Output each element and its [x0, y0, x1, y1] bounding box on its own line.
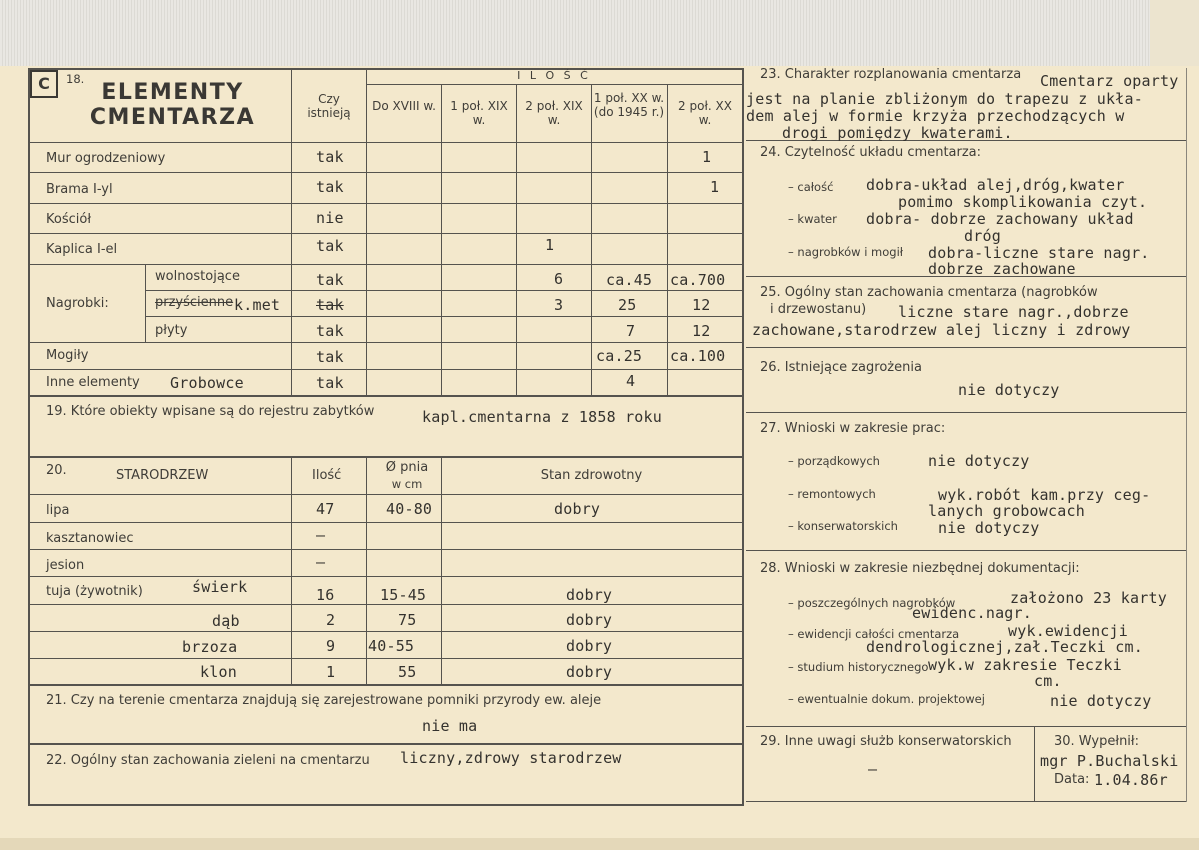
q30-name: mgr P.Buchalski	[1040, 752, 1179, 770]
q28-e-2: dendrologicznej,zał.Teczki cm.	[866, 638, 1143, 656]
col-header-ilosc: I L O Ś Ć	[517, 69, 591, 82]
row-przyscienne-v4: 25	[618, 296, 637, 314]
tree-lipa-dia: 40-80	[386, 500, 433, 518]
binding-strip-end	[1150, 0, 1199, 66]
row-przyscienne-v3: 3	[554, 296, 564, 314]
tree-swierk-qty: 16	[316, 586, 335, 604]
row-label-inne: Inne elementy	[46, 375, 140, 390]
col-header-xviii: Do XVIII w.	[372, 99, 436, 113]
q28-s-2: cm.	[1034, 672, 1062, 690]
q28-w-label: – ewentualnie dokum. projektowej	[788, 692, 985, 706]
q23-label: 23. Charakter rozplanowania cmentarza	[760, 67, 1022, 82]
q26-label: 26. Istniejące zagrożenia	[760, 360, 922, 375]
row-brama-v5: 1	[710, 178, 720, 196]
row-inne-v4: 4	[626, 372, 636, 390]
tree-label-kasztanowiec: kasztanowiec	[46, 531, 134, 546]
row-inne-exists: tak	[316, 374, 344, 392]
binding-strip	[0, 0, 1199, 66]
q24-nagr-1: dobra-liczne stare nagr.	[928, 244, 1150, 262]
row-wolnostojace-exists: tak	[316, 271, 344, 289]
q22-answer: liczny,zdrowy starodrzew	[400, 749, 622, 767]
row-label-przyscienne: przyścienne	[155, 295, 234, 310]
q24-calosc-2: pomimo skomplikowania czyt.	[898, 193, 1148, 211]
tree-dab-extra: dąb	[212, 612, 240, 630]
q28-p-1: założono 23 karty	[1010, 589, 1167, 607]
q25-answer-1: liczne stare nagr.,dobrze	[898, 303, 1129, 321]
q23-line1: Cmentarz oparty	[1040, 72, 1179, 90]
q20-title: STARODRZEW	[116, 468, 209, 483]
q24-nagr-2: dobrze zachowane	[928, 260, 1076, 278]
q29-answer: —	[868, 760, 878, 778]
q25-answer-2: zachowane,starodrzew alej liczny i zdrowy	[752, 321, 1131, 339]
q24-label: 24. Czytelność układu cmentarza:	[760, 145, 982, 160]
tree-dab-qty: 2	[326, 611, 336, 629]
card-bottom-edge	[0, 838, 1199, 850]
row-inne-extra: Grobowce	[170, 374, 244, 392]
q27-label: 27. Wnioski w zakresie prac:	[760, 421, 946, 436]
q24-calosc-label: – całość	[788, 180, 834, 194]
row-kosciol-exists: nie	[316, 209, 344, 227]
q25-label-1: 25. Ogólny stan zachowania cmentarza (nagrobków	[760, 285, 1098, 300]
section-18-number: 18.	[66, 72, 85, 86]
title-line-2: CMENTARZA	[89, 105, 256, 130]
q25-label-2: i drzewostanu)	[770, 302, 867, 317]
tree-klon-qty: 1	[326, 663, 336, 681]
q27-rem-1: wyk.robót kam.przy ceg-	[938, 486, 1151, 504]
row-brama-exists: tak	[316, 178, 344, 196]
row-label-wolnostojace: wolnostojące	[155, 269, 240, 284]
q28-s-label: – studium historycznego	[788, 660, 929, 674]
tree-swierk-extra: świerk	[192, 578, 248, 596]
q28-s-1: wyk.w zakresie Teczki	[928, 656, 1122, 674]
tree-lipa-stan: dobry	[554, 500, 601, 518]
row-przyscienne-exists: tak	[316, 296, 344, 314]
row-plyty-v4: 7	[626, 322, 636, 340]
q29-label: 29. Inne uwagi służb konserwatorskich	[760, 734, 1012, 749]
col-header-exists: Czy istnieją	[307, 92, 351, 120]
tree-label-jesion: jesion	[46, 558, 85, 573]
q27-kons-label: – konserwatorskich	[788, 519, 898, 533]
q30-date: 1.04.86r	[1094, 771, 1168, 789]
row-kaplica-exists: tak	[316, 237, 344, 255]
q27-porz-label: – porządkowych	[788, 454, 880, 468]
q27-porz: nie dotyczy	[928, 452, 1030, 470]
row-label-plyty: płyty	[155, 323, 188, 338]
row-label-brama: Brama I-yl	[46, 182, 113, 197]
row-label-kaplica: Kaplica I-el	[46, 242, 118, 257]
tree-kasztanowiec-qty: –	[316, 526, 326, 544]
q28-w: nie dotyczy	[1050, 692, 1152, 710]
col-header-2-xix: 2 poł. XIX w.	[525, 99, 583, 127]
q19-answer: kapl.cmentarna z 1858 roku	[422, 408, 662, 426]
section-18-title	[60, 80, 285, 130]
q27-kons: nie dotyczy	[938, 519, 1040, 537]
row-przyscienne-extra: k.met	[234, 296, 281, 314]
row-wolnostojace-v4: ca.45	[606, 271, 653, 289]
q21-label: 21. Czy na terenie cmentarza znajdują się zarejestrowane pomniki przyrody ew. aleje	[46, 693, 602, 708]
q20-col-fi: Ø pnia	[385, 460, 429, 475]
q30-date-label: Data:	[1054, 772, 1090, 787]
row-mur-v5: 1	[702, 148, 712, 166]
tree-dab-dia: 75	[398, 611, 417, 629]
tree-brzoza-stan: dobry	[566, 637, 613, 655]
row-plyty-v5: 12	[692, 322, 711, 340]
q24-kwater-2: dróg	[964, 227, 1001, 245]
row-label-mur: Mur ogrodzeniowy	[46, 151, 166, 166]
q28-label: 28. Wnioski w zakresie niezbędnej dokumentacji:	[760, 561, 1080, 576]
tree-jesion-qty: –	[316, 553, 326, 571]
q27-rem-2: lanych grobowcach	[928, 502, 1085, 520]
tree-klon-dia: 55	[398, 663, 417, 681]
q24-nagr-label: – nagrobków i mogił	[788, 245, 904, 259]
q21-answer: nie ma	[422, 717, 478, 735]
tree-klon-stan: dobry	[566, 663, 613, 681]
col-header-1-xix: 1 poł. XIX w.	[450, 99, 508, 127]
tree-dab-stan: dobry	[566, 611, 613, 629]
q23-line4: drogi pomiędzy kwaterami.	[782, 124, 1013, 142]
row-mogily-v4: ca.25	[596, 347, 643, 365]
row-label-mogily: Mogiły	[46, 348, 89, 363]
q20-number: 20.	[46, 463, 67, 478]
q26-answer: nie dotyczy	[958, 381, 1060, 399]
tree-label-tuja: tuja (żywotnik)	[46, 584, 143, 599]
col-header-2-xx: 2 poł. XX w.	[678, 99, 732, 127]
q28-e-1: wyk.ewidencji	[1008, 622, 1128, 640]
tree-label-lipa: lipa	[46, 503, 70, 518]
q28-e-label: – ewidencji całości cmentarza	[788, 627, 960, 641]
row-przyscienne-v5: 12	[692, 296, 711, 314]
q28-p-label: – poszczególnych nagrobków	[788, 596, 956, 610]
tree-swierk-stan: dobry	[566, 586, 613, 604]
row-mogily-exists: tak	[316, 348, 344, 366]
row-mur-exists: tak	[316, 148, 344, 166]
q23-line2: jest na planie zbliżonym do trapezu z ukła-	[746, 90, 1143, 108]
q20-col-fi-unit: w cm	[391, 477, 423, 491]
q24-calosc-1: dobra-układ alej,dróg,kwater	[866, 176, 1125, 194]
row-wolnostojace-v5: ca.700	[670, 271, 726, 289]
row-mogily-v5: ca.100	[670, 347, 726, 365]
nagrobki-label: Nagrobki:	[46, 296, 109, 311]
q19-label: 19. Które obiekty wpisane są do rejestru zabytków	[46, 404, 375, 419]
q24-kwater-1: dobra- dobrze zachowany układ	[866, 210, 1134, 228]
q20-col-ilosc: Ilość	[312, 468, 342, 483]
tree-klon-extra: klon	[200, 663, 237, 681]
section-letter-box: C	[30, 70, 58, 98]
q27-rem-label: – remontowych	[788, 487, 876, 501]
tree-brzoza-extra: brzoza	[182, 638, 238, 656]
tree-brzoza-dia: 40-55	[368, 637, 415, 655]
row-wolnostojace-v3: 6	[554, 270, 564, 288]
q28-p-2: ewidenc.nagr.	[912, 604, 1032, 622]
row-kaplica-v3: 1	[545, 236, 555, 254]
q20-col-stan: Stan zdrowotny	[540, 468, 643, 483]
q22-label: 22. Ogólny stan zachowania zieleni na cmentarzu	[46, 753, 370, 768]
q30-label: 30. Wypełnił:	[1054, 734, 1139, 749]
row-plyty-exists: tak	[316, 322, 344, 340]
tree-lipa-qty: 47	[316, 500, 335, 518]
tree-swierk-dia: 15-45	[380, 586, 427, 604]
tree-brzoza-qty: 9	[326, 637, 336, 655]
row-label-kosciol: Kościół	[46, 212, 92, 227]
q23-line3: dem alej w formie krzyża przechodzących w	[746, 107, 1125, 125]
q24-kwater-label: – kwater	[788, 212, 837, 226]
title-line-1: ELEMENTY	[101, 80, 244, 105]
col-header-1-xx: 1 poł. XX w. (do 1945 r.)	[593, 91, 665, 119]
